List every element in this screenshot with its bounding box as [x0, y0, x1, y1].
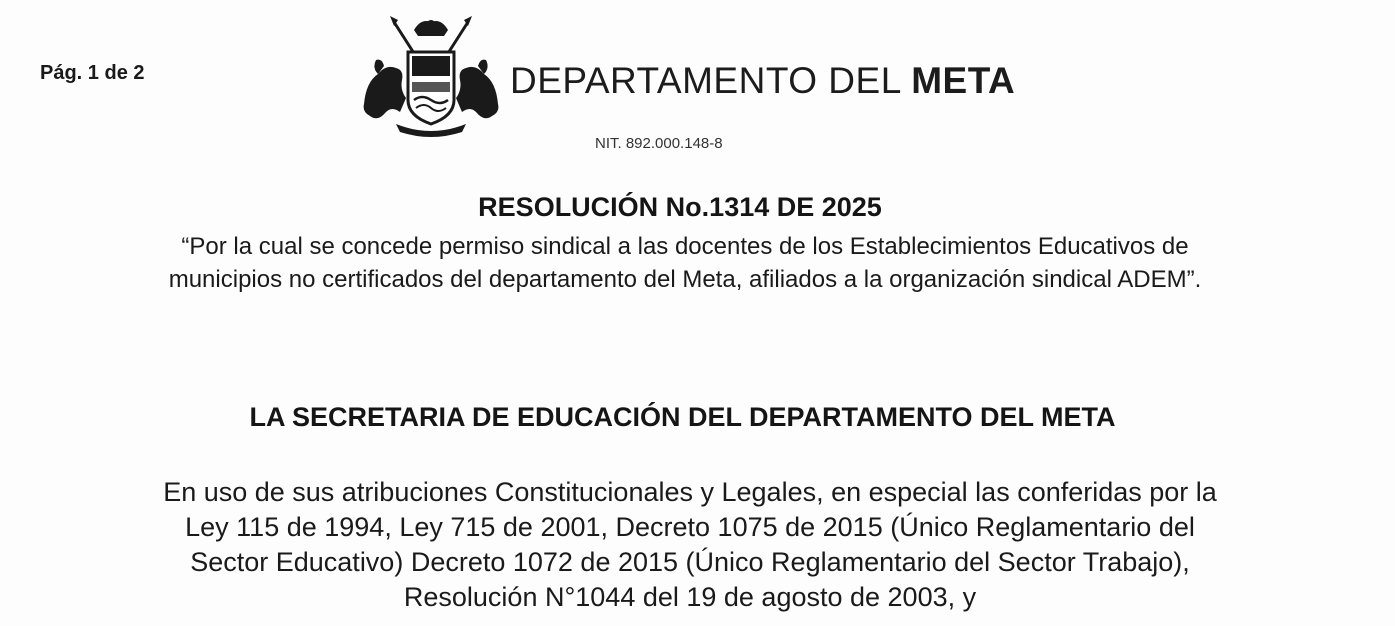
page-number: Pág. 1 de 2: [40, 62, 145, 84]
preamble-line: Sector Educativo) Decreto 1072 de 2015 (Único Reglamentario del Sector Trabajo),: [190, 547, 1190, 577]
resolution-subtitle: [40, 230, 1330, 296]
resolution-subtitle-line: “Por la cual se concede permiso sindical a las docentes de los Establecimientos Educativos de: [181, 233, 1189, 260]
resolution-subtitle-line: municipios no certificados del departamento del Meta, afiliados a la organización sindical ADEM”.: [168, 266, 1202, 293]
preamble: [40, 475, 1340, 615]
preamble-line: Resolución N°1044 del 19 de agosto de 2003, y: [403, 582, 977, 612]
preamble-line: Ley 115 de 1994, Ley 715 de 2001, Decreto 1075 de 2015 (Único Reglamentario del: [185, 512, 1195, 542]
preamble-line: En uso de sus atribuciones Constitucionales y Legales, en especial las conferidas por la: [163, 477, 1217, 507]
nit-number: NIT. 892.000.148-8: [595, 135, 723, 152]
department-name-regular: DEPARTAMENTO DEL: [510, 60, 912, 101]
coat-of-arms-icon: [356, 12, 506, 137]
department-name-bold: META: [911, 60, 1016, 101]
resolution-title: RESOLUCIÓN No.1314 DE 2025: [478, 192, 882, 222]
department-name: [510, 60, 1015, 102]
authority-title: LA SECRETARIA DE EDUCACIÓN DEL DEPARTAMENTO DEL META: [249, 402, 1116, 432]
letterhead: [356, 12, 1016, 152]
